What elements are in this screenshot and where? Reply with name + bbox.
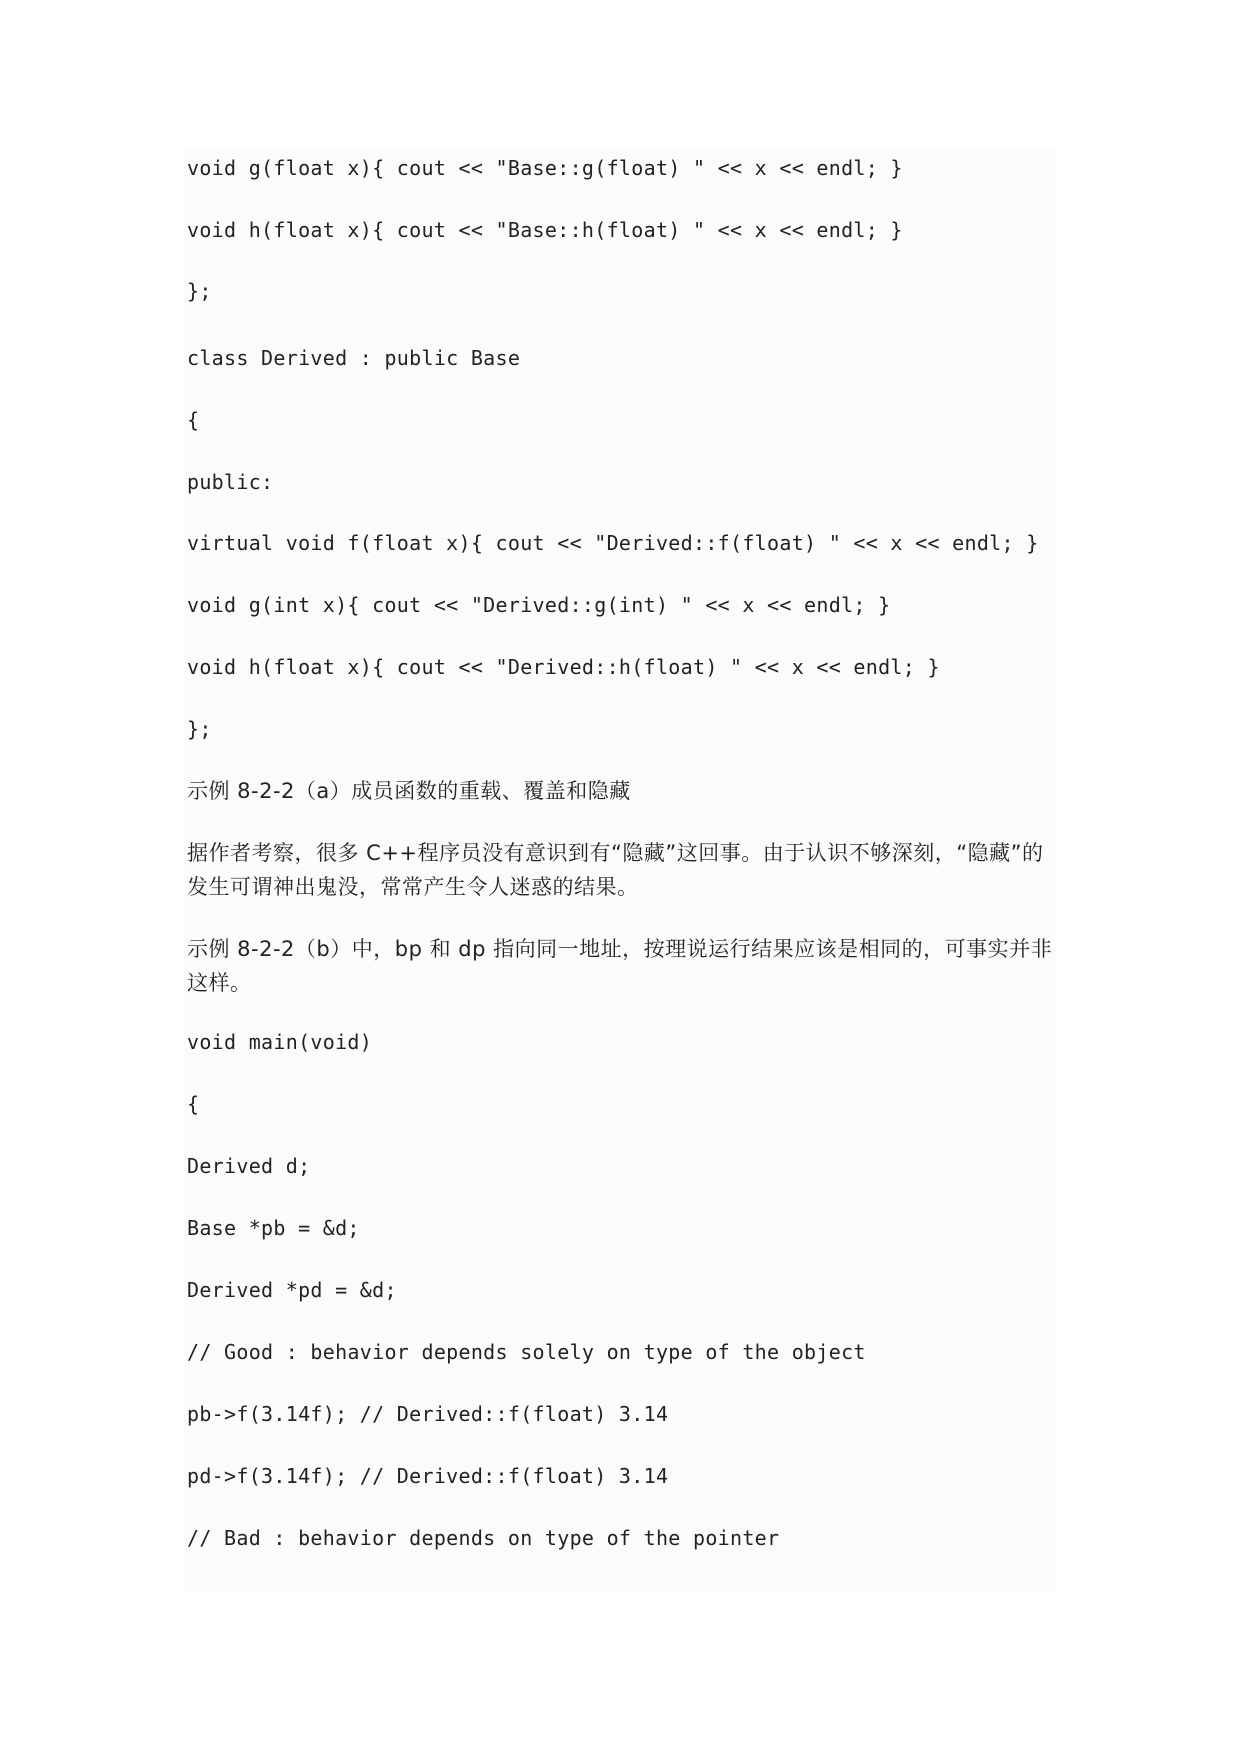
code-line: virtual void f(float x){ cout << "Derived::f(float) " << x << endl; }: [187, 531, 1039, 555]
code-line: {: [187, 408, 200, 432]
code-line: {: [187, 1092, 200, 1116]
body-paragraph: 示例 8-2-2（b）中，bp 和 dp 指向同一地址，按理说运行结果应该是相同的，可事实并非这样。: [187, 937, 1053, 995]
body-paragraph: 据作者考察，很多 C++程序员没有意识到有“隐藏”这回事。由于认识不够深刻，“隐藏”的发生可谓神出鬼没，常常产生令人迷惑的结果。: [187, 841, 1044, 899]
code-line: void g(int x){ cout << "Derived::g(int) " << x << endl; }: [187, 593, 891, 617]
code-line: Derived *pd = &d;: [187, 1278, 397, 1302]
code-line: void h(float x){ cout << "Base::h(float) " << x << endl; }: [187, 218, 903, 242]
code-line: class Derived : public Base: [187, 346, 521, 370]
code-line: };: [187, 717, 212, 741]
code-line: Derived d;: [187, 1154, 311, 1178]
code-line: pd->f(3.14f); // Derived::f(float) 3.14: [187, 1464, 669, 1488]
code-comment: // Good : behavior depends solely on type of the object: [187, 1340, 866, 1364]
code-line: void h(float x){ cout << "Derived::h(float) " << x << endl; }: [187, 655, 940, 679]
example-caption: 示例 8-2-2（a）成员函数的重载、覆盖和隐藏: [187, 779, 631, 803]
code-line: pb->f(3.14f); // Derived::f(float) 3.14: [187, 1402, 669, 1426]
code-line: void main(void): [187, 1030, 373, 1054]
code-line: void g(float x){ cout << "Base::g(float) " << x << endl; }: [187, 156, 903, 180]
code-comment: // Bad : behavior depends on type of the pointer: [187, 1526, 780, 1550]
code-line: public:: [187, 470, 274, 494]
code-line: Base *pb = &d;: [187, 1216, 360, 1240]
code-line: };: [187, 279, 212, 303]
